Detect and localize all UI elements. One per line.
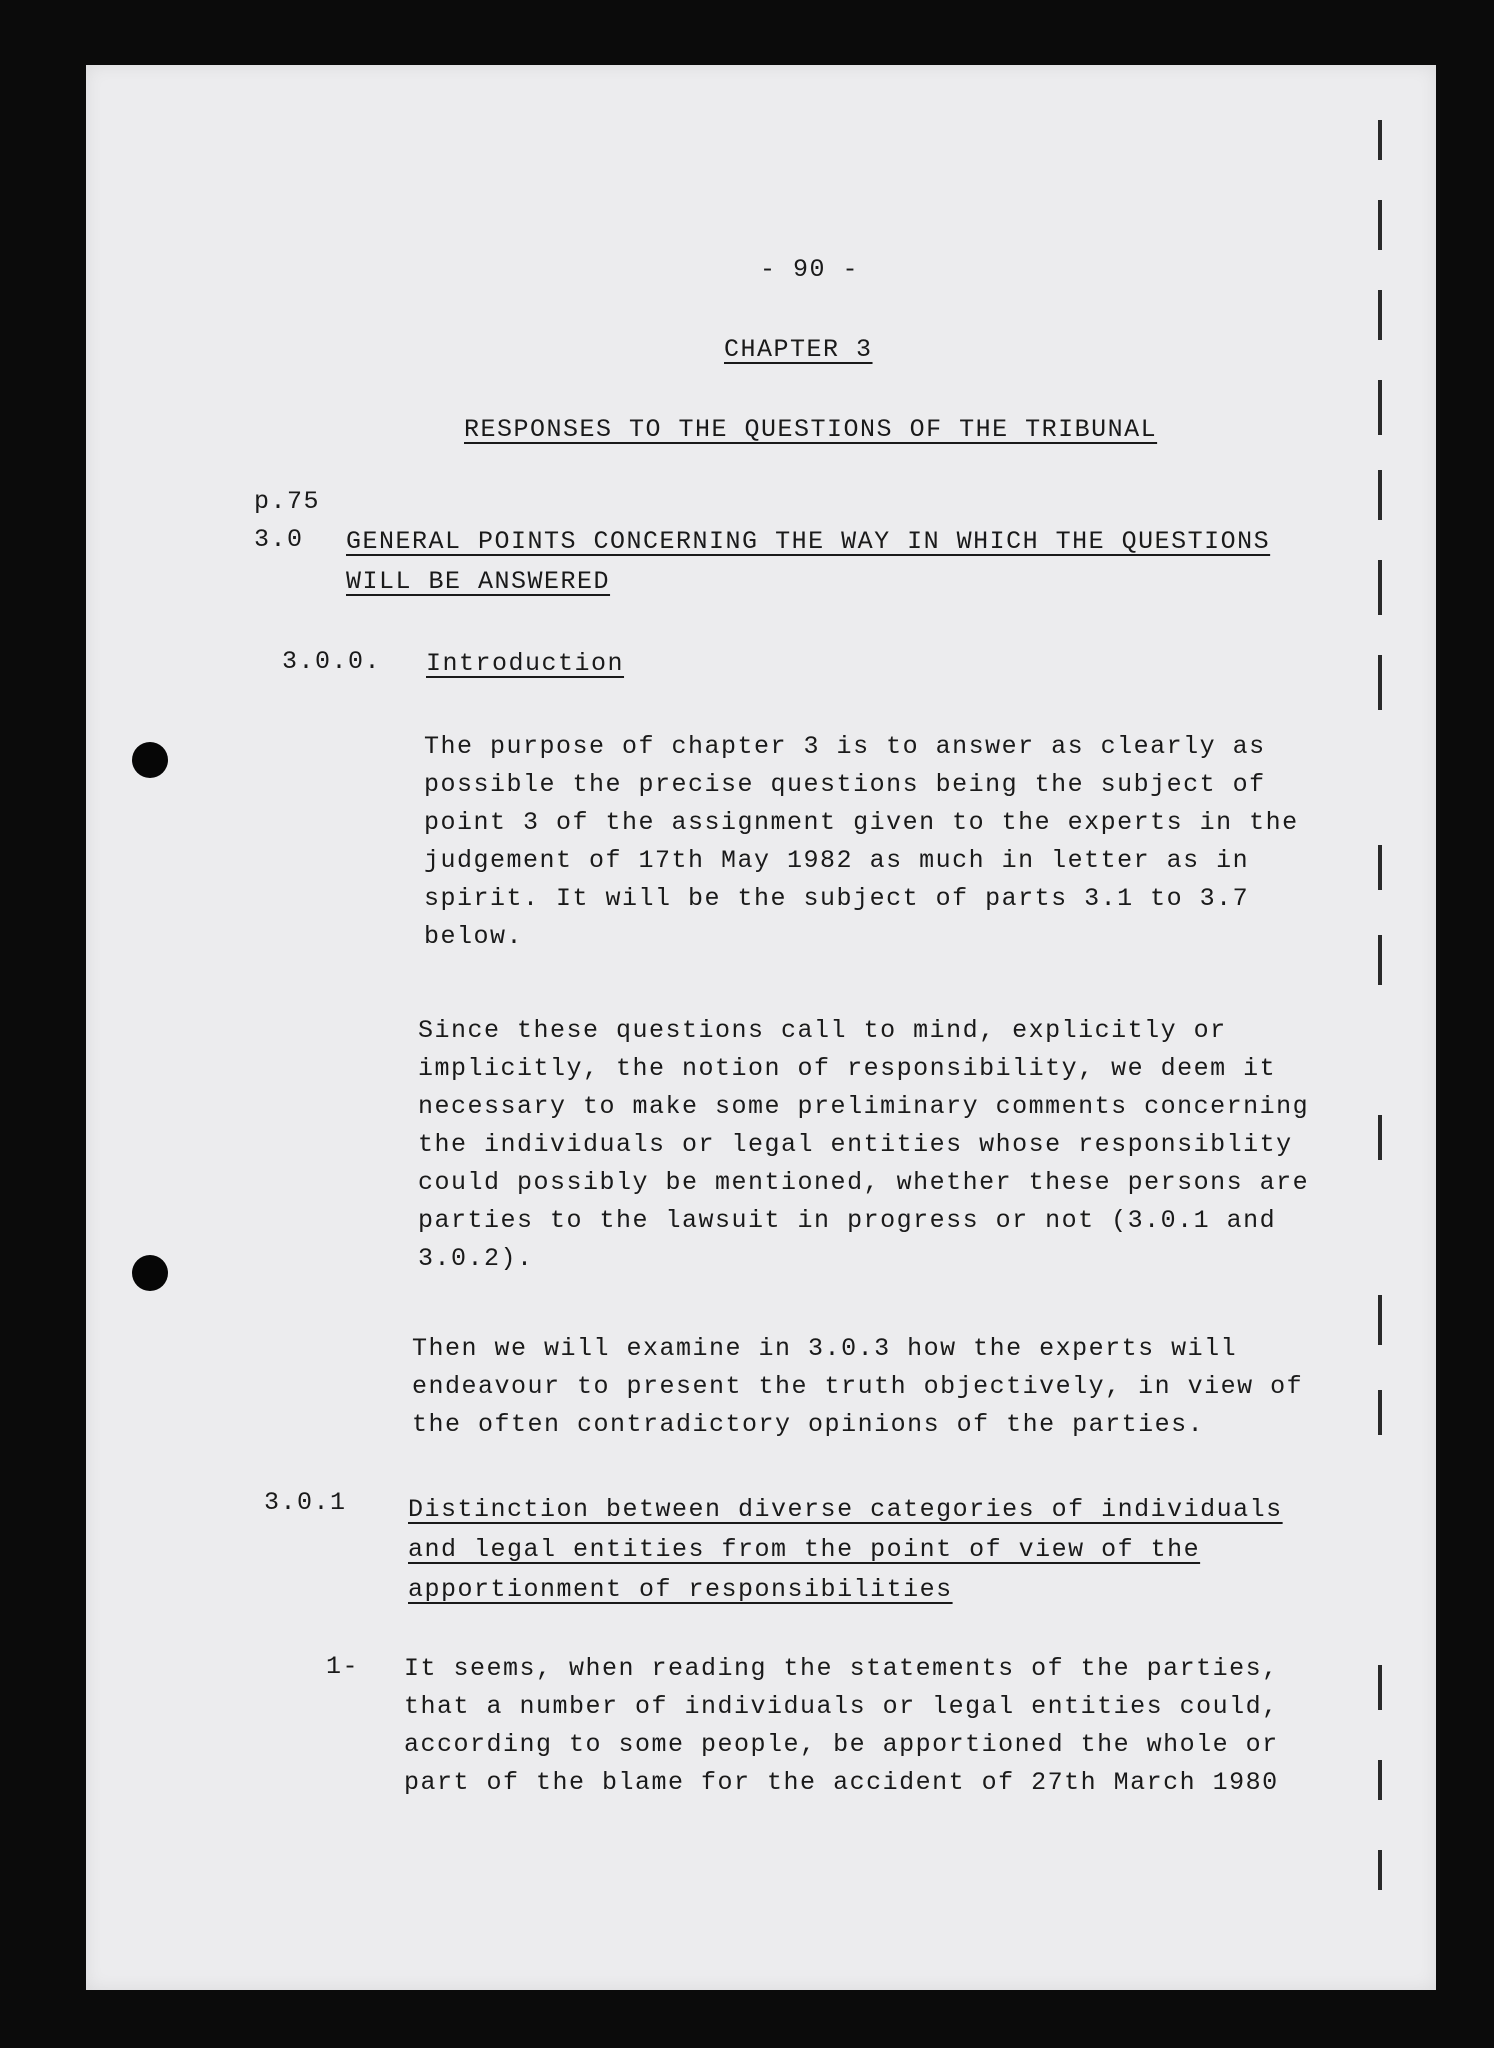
paragraph-line: necessary to make some preliminary comments concerning <box>418 1092 1310 1121</box>
paragraph-line: the often contradictory opinions of the parties. <box>412 1410 1205 1439</box>
paragraph-line: Since these questions call to mind, explicitly or <box>418 1016 1227 1045</box>
paragraph-line: judgement of 17th May 1982 as much in letter as in <box>424 846 1250 875</box>
section-3-0-0-title: Introduction <box>426 649 625 678</box>
page-number: - 90 - <box>760 255 860 284</box>
paragraph-line: according to some people, be apportioned the whole or <box>404 1730 1279 1759</box>
paragraph-line: below. <box>424 922 524 951</box>
paragraph-line: It seems, when reading the statements of the parties, <box>404 1654 1279 1683</box>
paragraph-examination <box>412 1330 1303 1444</box>
paragraph-line: the individuals or legal entities whose responsiblity <box>418 1130 1293 1159</box>
chapter-title: RESPONSES TO THE QUESTIONS OF THE TRIBUNAL <box>464 415 1158 444</box>
section-3-0-1-title-line: and legal entities from the point of view of the <box>408 1535 1201 1564</box>
paragraph-line: implicitly, the notion of responsibility, we deem it <box>418 1054 1277 1083</box>
item-1-text <box>404 1650 1279 1802</box>
punch-hole-top <box>132 742 168 778</box>
section-3-0-title <box>346 522 1270 602</box>
paragraph-line: possible the precise questions being the subject of <box>424 770 1266 799</box>
section-3-0-1-title <box>408 1490 1283 1610</box>
paragraph-line: Then we will examine in 3.0.3 how the experts will <box>412 1334 1238 1363</box>
paragraph-line: spirit. It will be the subject of parts 3.1 to 3.7 <box>424 884 1250 913</box>
paragraph-responsibility <box>418 1012 1309 1278</box>
punch-hole-bottom <box>132 1255 168 1291</box>
paragraph-line: The purpose of chapter 3 is to answer as clearly as <box>424 732 1266 761</box>
item-1-marker: 1- <box>326 1652 360 1681</box>
paragraph-purpose <box>424 728 1299 956</box>
section-3-0-1-number: 3.0.1 <box>264 1488 347 1517</box>
paragraph-line: part of the blame for the accident of 27th March 1980 <box>404 1768 1279 1797</box>
paragraph-line: that a number of individuals or legal entities could, <box>404 1692 1279 1721</box>
paragraph-line: parties to the lawsuit in progress or not (3.0.1 and <box>418 1206 1277 1235</box>
paragraph-line: 3.0.2). <box>418 1244 534 1273</box>
paragraph-line: point 3 of the assignment given to the experts in the <box>424 808 1299 837</box>
paragraph-line: endeavour to present the truth objectively, in view of <box>412 1372 1304 1401</box>
section-3-0-1-title-line: apportionment of responsibilities <box>408 1575 953 1604</box>
section-3-0-number: 3.0 <box>254 525 304 554</box>
section-3-0-title-line: GENERAL POINTS CONCERNING THE WAY IN WHICH THE QUESTIONS <box>346 527 1271 556</box>
chapter-label: CHAPTER 3 <box>724 335 873 364</box>
paragraph-line: could possibly be mentioned, whether these persons are <box>418 1168 1310 1197</box>
section-3-0-1-title-line: Distinction between diverse categories of individuals <box>408 1495 1283 1524</box>
page-reference: p.75 <box>254 487 321 516</box>
section-3-0-0-number: 3.0.0. <box>282 647 382 676</box>
section-3-0-title-line: WILL BE ANSWERED <box>346 567 611 596</box>
